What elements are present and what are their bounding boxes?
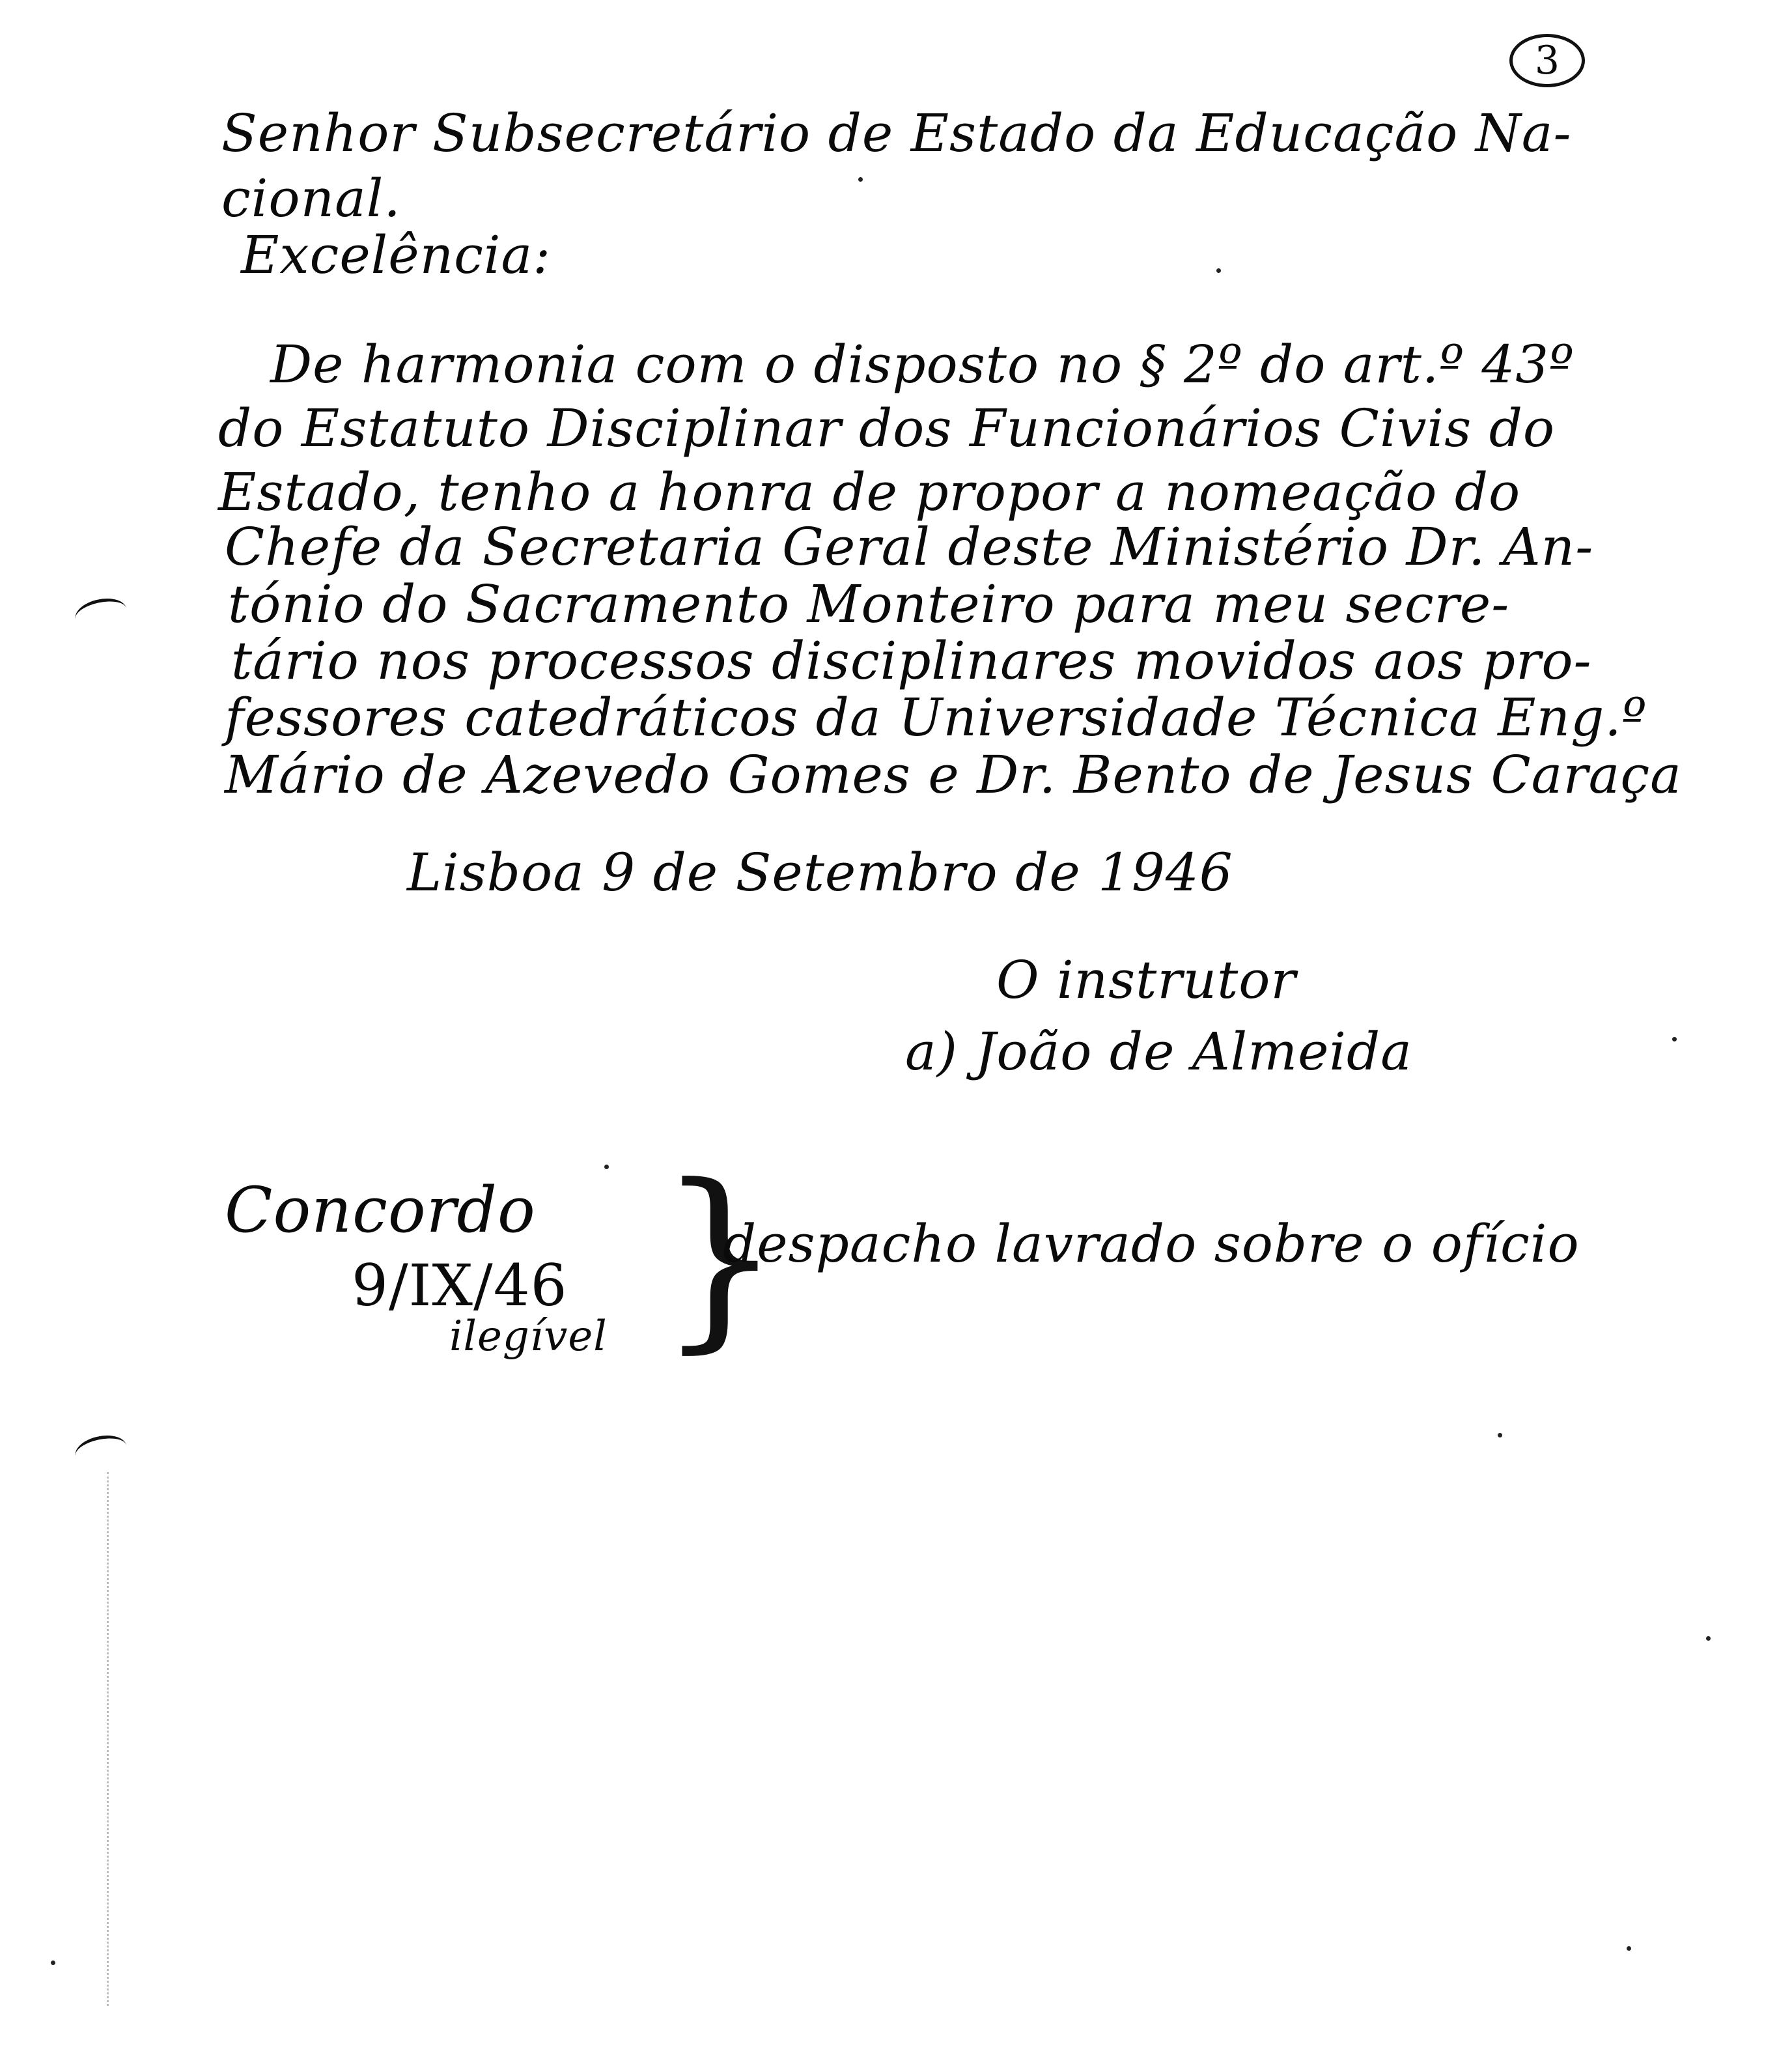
scan-speck [1706,1636,1711,1641]
dispatch-date: 9/IX/46 [352,1252,568,1319]
body-line-3: Estado, tenho a honra de propor a nomeação do [218,462,1521,522]
scan-speck [858,177,863,182]
dispatch-description: despacho lavrado sobre o ofício [723,1213,1580,1274]
date-line: Lisboa 9 de Setembro de 1946 [407,842,1233,903]
body-line-8: Mário de Azevedo Gomes e Dr. Bento de Jesus Caraça [225,744,1682,805]
scan-speck [51,1961,55,1965]
margin-dotted-line [107,1472,109,2006]
body-line-2: do Estatuto Disciplinar dos Funcionários Civis do [218,398,1556,459]
address-line-2: cional. [221,168,401,229]
signature-title: O instrutor [996,950,1296,1010]
body-line-7: fessores catedráticos da Universidade Técnica Eng.º [225,687,1647,748]
right-curly-brace: } [658,1143,782,1370]
margin-tick-mark [72,594,130,634]
dispatch-note: ilegível [449,1312,608,1361]
scan-speck [1498,1433,1502,1437]
body-line-1: De harmonia com o disposto no § 2º do art.º 43º [270,334,1575,395]
scan-speck [604,1165,609,1169]
dispatch-word: Concordo [225,1174,536,1247]
scan-speck [1216,268,1221,273]
address-line-1: Senhor Subsecretário de Estado da Educação Na- [221,103,1572,163]
signature-name: a) João de Almeida [905,1021,1412,1082]
body-line-4: Chefe da Secretaria Geral deste Ministério Dr. An- [225,517,1594,577]
salutation: Excelência: [241,225,552,285]
scan-speck [1627,1946,1631,1951]
page-number: 3 [1509,34,1585,87]
body-line-5: tónio do Sacramento Monteiro para meu secre- [228,574,1510,634]
scan-speck [1672,1037,1677,1041]
body-line-6: tário nos processos disciplinares movidos aos pro- [231,630,1592,691]
margin-tick-mark [72,1431,130,1471]
